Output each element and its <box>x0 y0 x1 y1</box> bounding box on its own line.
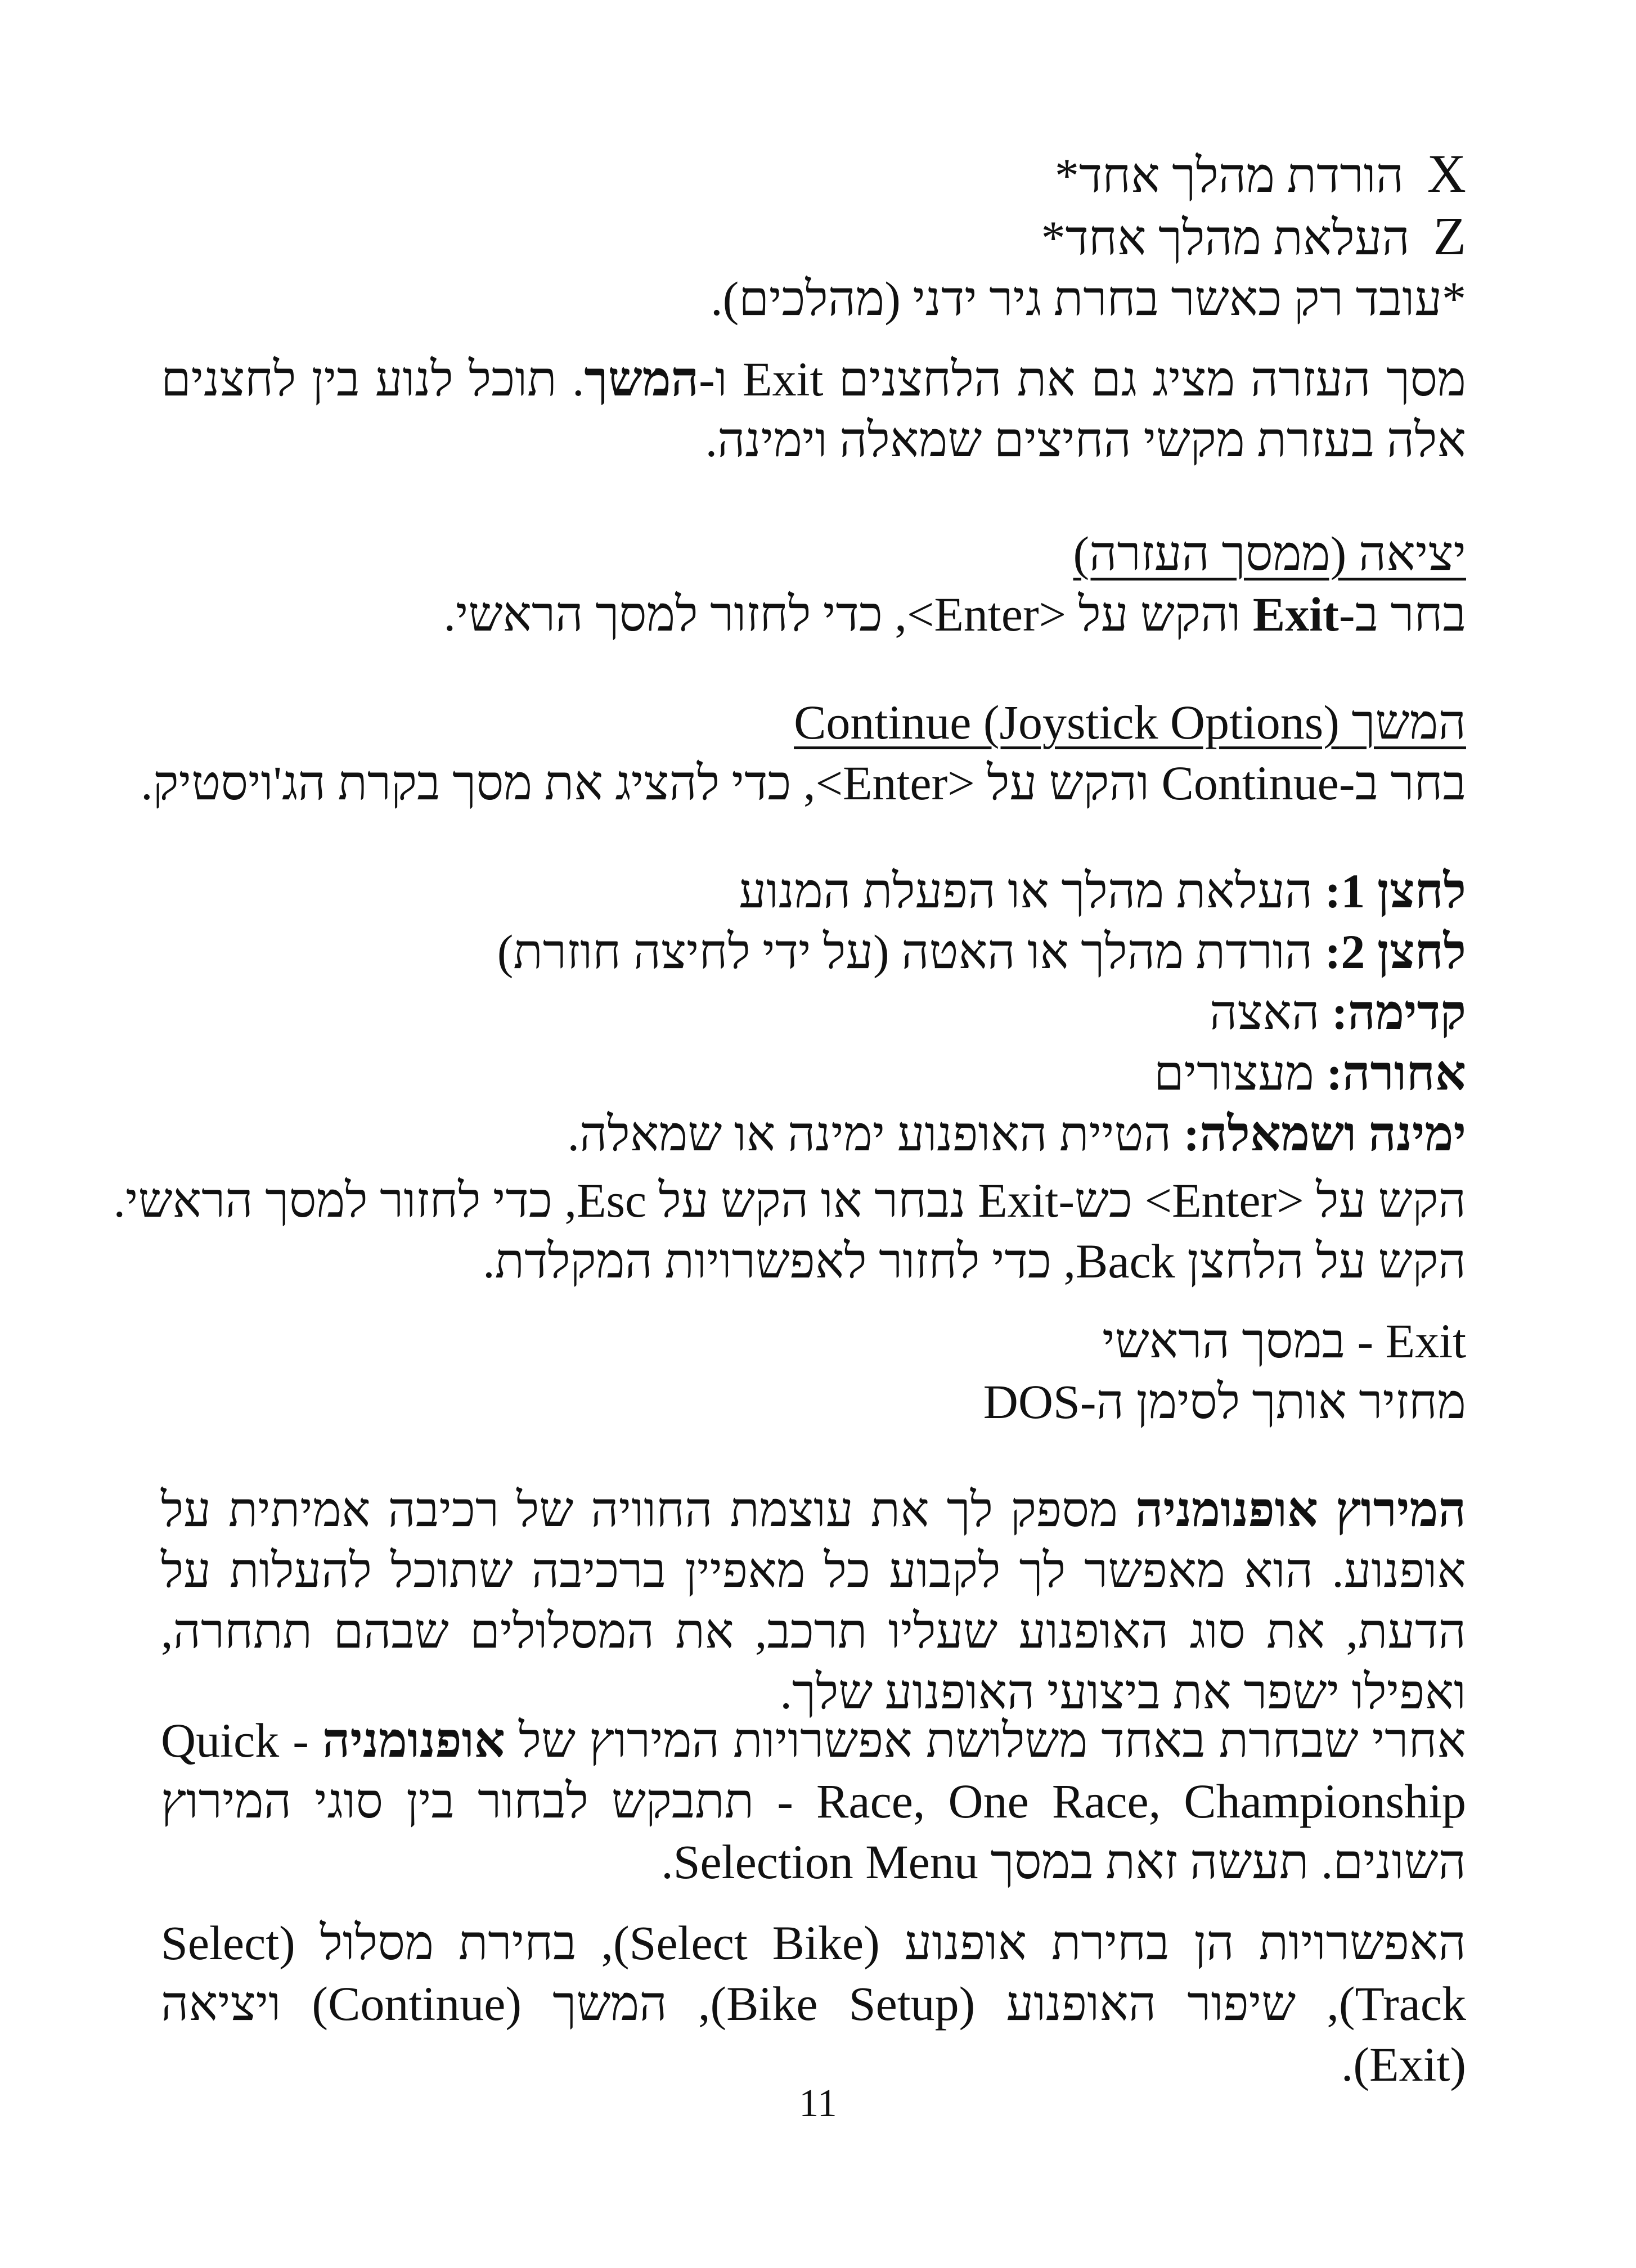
control-desc: הטיית האופנוע ימינה או שמאלה. <box>567 1107 1184 1161</box>
exit-help-bold: Exit <box>1252 587 1339 641</box>
key-row-z <box>161 206 1466 268</box>
race-options-bold: אופנומניה <box>322 1713 505 1767</box>
exit-help-heading <box>161 523 1466 584</box>
control-label: אחורה: <box>1326 1046 1466 1100</box>
control-row <box>161 861 1466 921</box>
control-label: לחצן 1: <box>1324 864 1466 918</box>
return-line-esc: הקש על <Enter> כש-Exit נבחר או הקש על Esc, כדי לחזור למסך הראשי. <box>113 1173 1466 1227</box>
control-row <box>161 982 1466 1043</box>
key-z-desc: העלאת מהלך אחד* <box>1041 211 1410 265</box>
race-options-part1: אחרי שבחרת באחד משלושת אפשרויות המירוץ של <box>505 1713 1467 1767</box>
exit-help-instruction <box>161 584 1466 645</box>
help-screen-part1: מסך העזרה מציג גם את הלחצנים Exit ו- <box>699 352 1466 406</box>
race-intro-paragraph <box>161 1479 1466 1722</box>
control-row <box>161 1104 1466 1164</box>
exit-help-heading-text: יציאה (ממסך העזרה) <box>1073 526 1466 580</box>
race-options-text <box>161 1710 1466 1892</box>
race-intro-text <box>161 1479 1466 1722</box>
help-screen-paragraph <box>161 349 1466 470</box>
exit-main-section <box>161 1311 1466 1432</box>
continue-instruction: בחר ב-Continue והקש על <Enter>, כדי להציג את מסך בקרת הג'ויסטיק. <box>141 756 1466 810</box>
help-screen-text <box>161 349 1466 470</box>
key-bindings <box>161 143 1466 329</box>
return-line-back: הקש על הלחצן Back, כדי לחזור לאפשרויות המקלדת. <box>483 1234 1466 1288</box>
help-screen-continue-bold: המשך <box>584 352 699 406</box>
race-name-bold: המירוץ אופנומניה <box>1135 1483 1466 1537</box>
exit-help-pre: בחר ב- <box>1338 587 1466 641</box>
control-row <box>161 921 1466 982</box>
control-desc: מעצורים <box>1153 1046 1327 1100</box>
exit-main-title: Exit - במסך הראשי <box>1102 1314 1466 1368</box>
return-instructions <box>113 1170 1466 1292</box>
control-desc: האצה <box>1209 986 1332 1040</box>
control-label: לחצן 2: <box>1324 925 1466 979</box>
exit-main-text: מחזיר אותך לסימן ה-DOS <box>983 1375 1466 1429</box>
continue-heading <box>161 692 1466 753</box>
key-row-x <box>161 143 1466 206</box>
joystick-controls <box>161 861 1466 1164</box>
menu-options-text: האפשרויות הן בחירת אופנוע (Select Bike), בחירת מסלול (Select Track), שיפור האופנוע (Bike Setup), המשך (Continue) ויציאה (Exit). <box>161 1916 1466 2091</box>
continue-section <box>141 692 1466 813</box>
key-x: X <box>1427 143 1466 204</box>
control-label: קדימה: <box>1331 986 1466 1040</box>
page-number: 11 <box>799 2082 837 2125</box>
race-options-paragraph <box>161 1710 1466 1892</box>
key-x-desc: הורדת מהלך אחד* <box>1054 148 1404 202</box>
key-z: Z <box>1433 206 1466 266</box>
keys-footnote: *עובד רק כאשר בחרת גיר ידני (מהלכים). <box>711 272 1466 326</box>
continue-heading-text: המשך Continue (Joystick Options) <box>794 695 1466 749</box>
exit-help-section <box>161 523 1466 645</box>
menu-options-paragraph <box>161 1912 1466 2095</box>
race-intro-body: מספק לך את עוצמת החוויה של רכיבה אמיתית על אופנוע. הוא מאפשר לך לקבוע כל מאפיין ברכיבה שתוכל להעלות על הדעת, את סוג האופנוע שעליו תרכב, את המסלולים שבהם תתחרה, ואפילו ישפר את ביצועי האופנוע שלך. <box>161 1483 1466 1719</box>
help-screen-part2: . תוכל לנוע בין לחצנים אלה בעזרת מקשי החיצים שמאלה וימינה. <box>161 352 1466 467</box>
control-row <box>161 1043 1466 1104</box>
race-options-part2: - Quick Race, One Race, Championship - תתבקש לבחור בין סוגי המירוץ השונים. תעשה זאת במסך Selection Menu. <box>161 1713 1466 1889</box>
control-label: ימינה ושמאלה: <box>1183 1107 1466 1161</box>
exit-help-post: והקש על <Enter>, כדי לחזור למסך הראשי. <box>443 587 1253 641</box>
control-desc: הורדת מהלך או האטה (על ידי לחיצה חוזרת) <box>497 925 1325 979</box>
control-desc: העלאת מהלך או הפעלת המנוע <box>739 864 1325 918</box>
